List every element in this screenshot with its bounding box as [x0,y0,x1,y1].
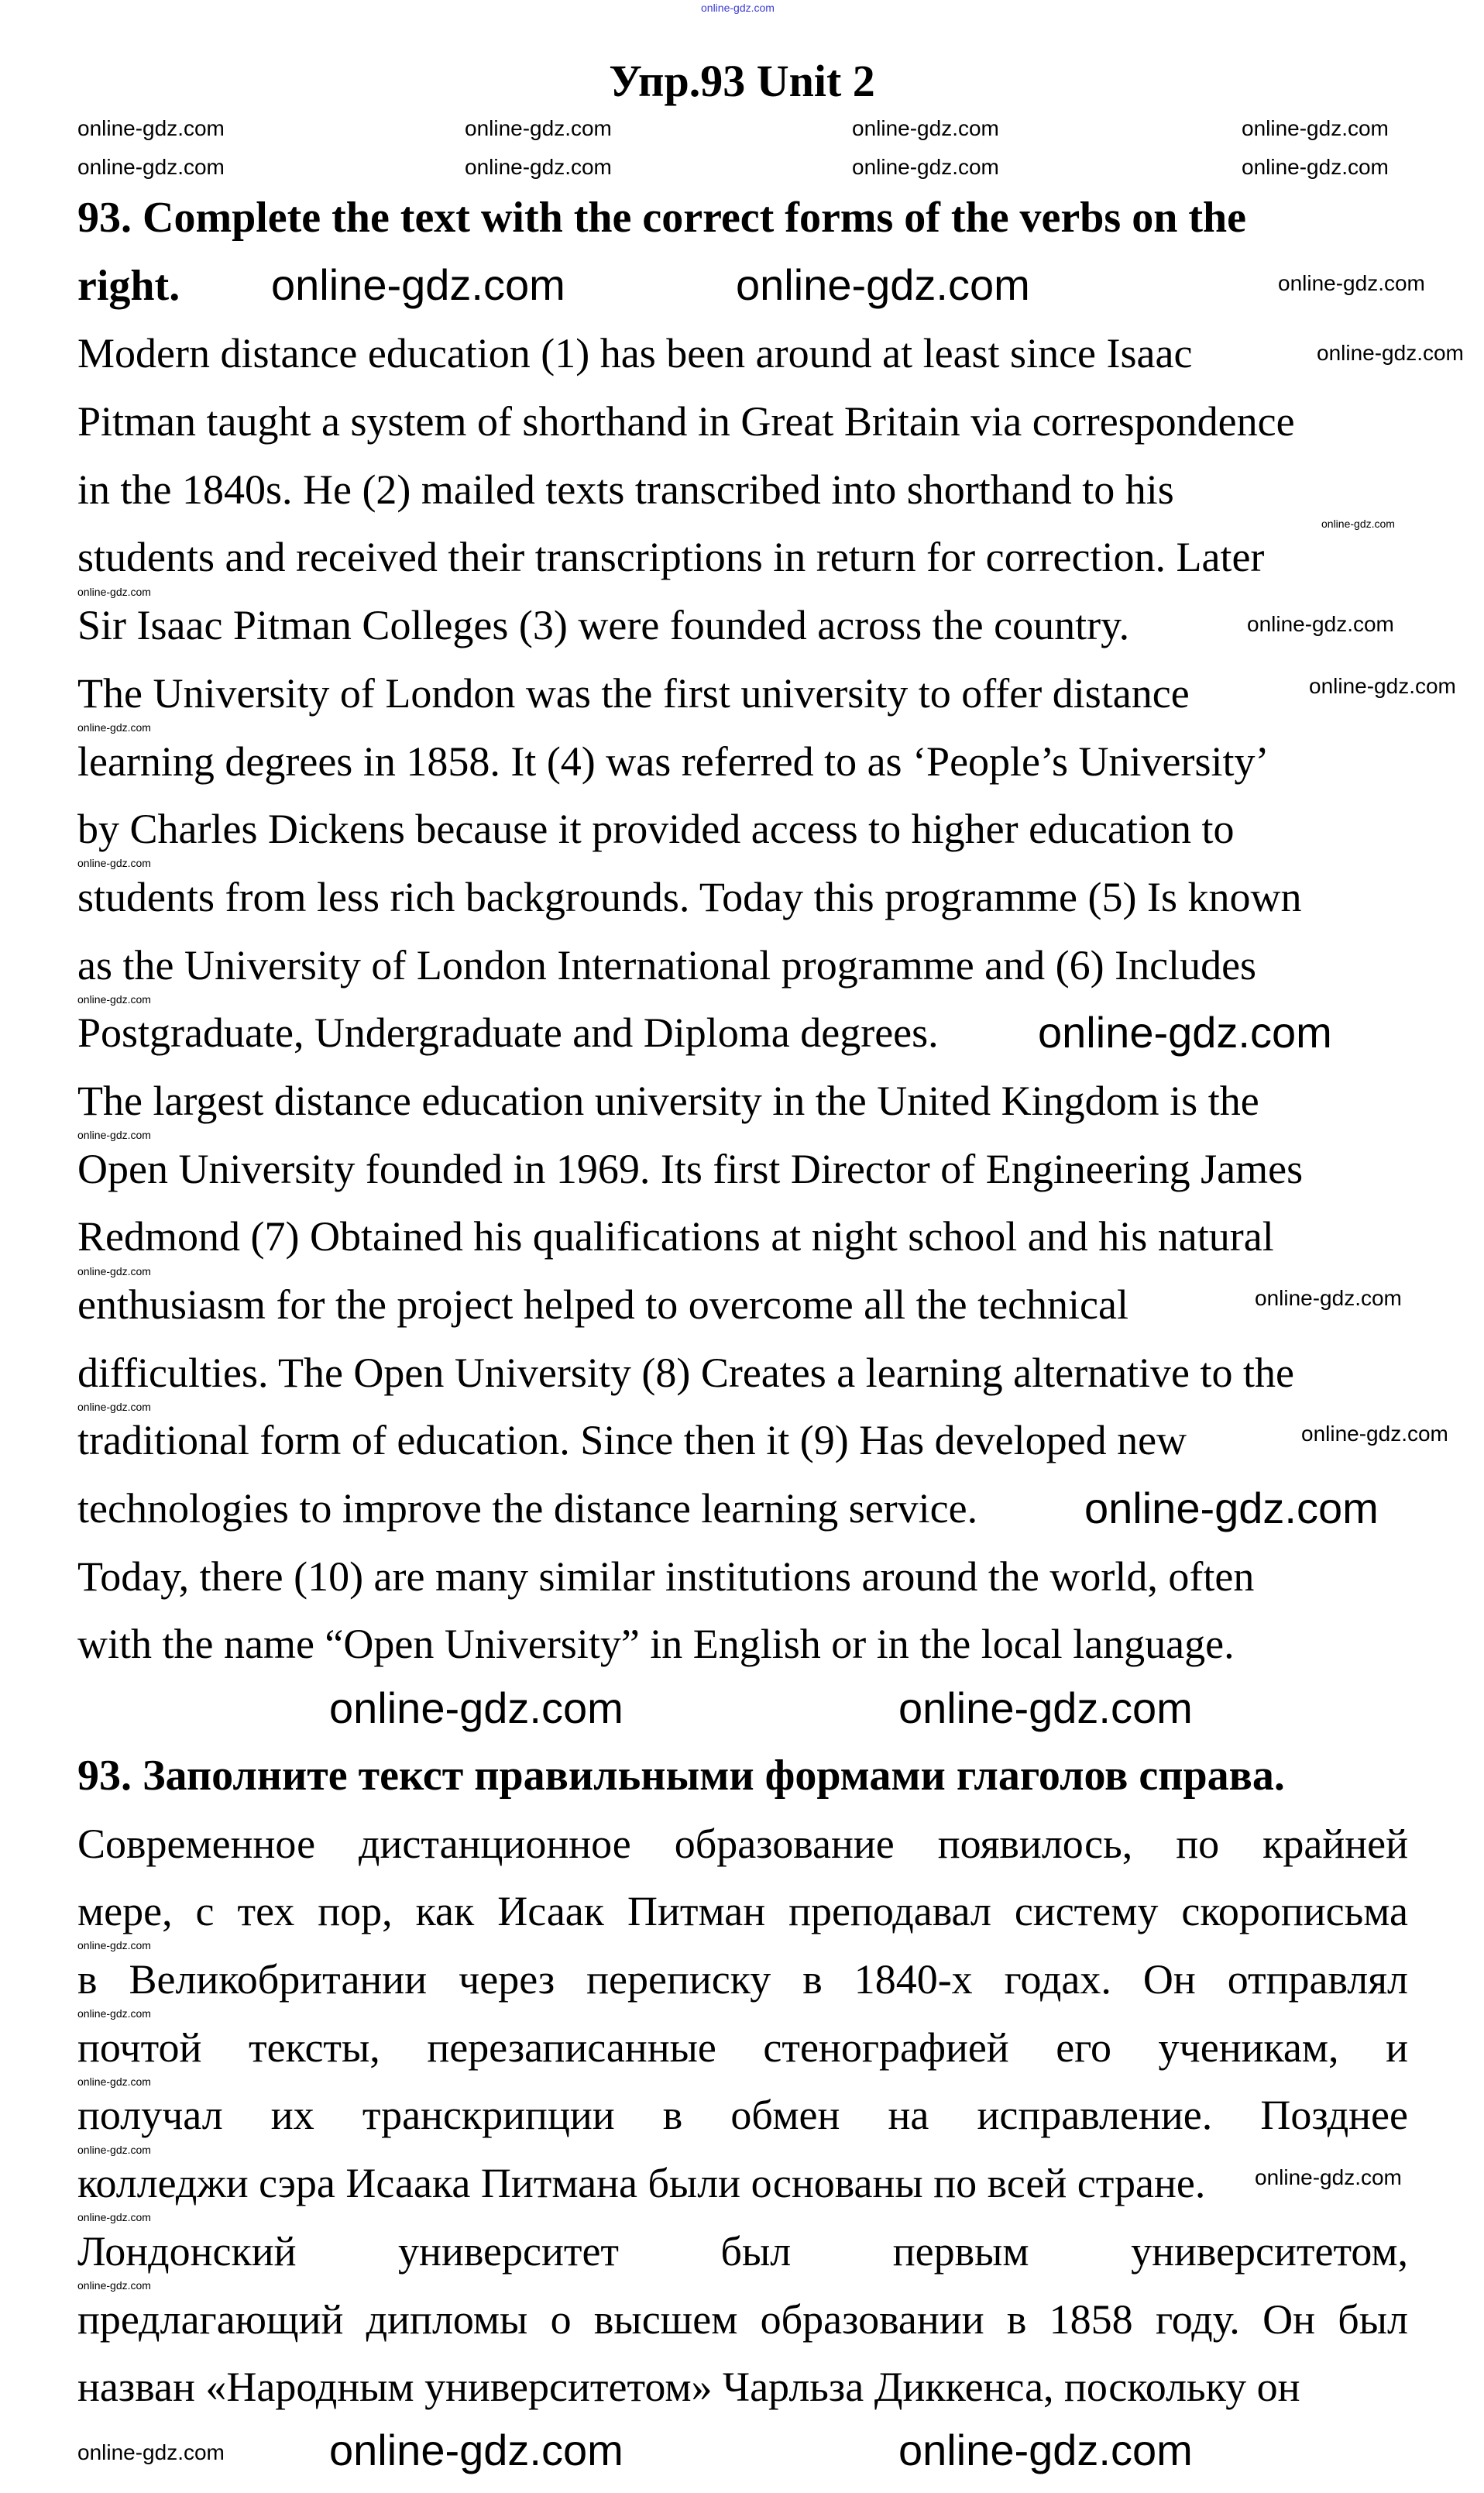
text-line: with the name “Open University” in English or in the local language. [77,1621,1235,1668]
watermark: online-gdz.com [77,2075,151,2088]
english-section [77,184,1408,1679]
watermark: online-gdz.com [77,857,151,869]
text-line: students from less rich backgrounds. Today this programme (5) Is known [77,873,1302,920]
watermark: online-gdz.com [77,2440,225,2464]
watermark: online-gdz.com [1242,155,1389,179]
watermark: online-gdz.com [329,1683,623,1732]
text-line: students and received their transcriptions in return for correction. Later [77,534,1265,581]
text-line: в Великобритании через переписку в 1840-х годах. Он отправлял [77,1956,1408,2003]
text-line: Лондонский университет был первым университетом, [77,2227,1408,2275]
watermark: online-gdz.com [1247,612,1394,636]
watermark: online-gdz.com [77,721,151,734]
text-line: The University of London was the first university to offer distance [77,669,1190,717]
text-line: The largest distance education university in the United Kingdom is the [77,1077,1259,1124]
text-line: почтой тексты, перезаписанные стенографией его ученикам, и [77,2024,1408,2071]
page-title: Упр.93 Unit 2 [609,56,875,106]
text-line: предлагающий дипломы о высшем образовании в 1858 году. Он был [77,2295,1408,2343]
watermark: online-gdz.com [852,116,999,140]
watermark: online-gdz.com [1309,674,1456,698]
watermark: online-gdz.com [329,2426,623,2474]
watermark: online-gdz.com [1317,341,1464,365]
watermark: online-gdz.com [77,2211,151,2223]
text-line: мере, с тех пор, как Исаак Питман преподавал систему скорописьма [77,1888,1408,1935]
russian-body [77,1810,1408,2422]
text-line: traditional form of education. Since then it (9) Has developed new [77,1417,1187,1464]
text-line: in the 1840s. He (2) mailed texts transcribed into shorthand to his [77,466,1174,513]
watermark: online-gdz.com [1255,2165,1402,2189]
watermark: online-gdz.com [77,155,225,179]
text-line: Pitman taught a system of shorthand in Great Britain via correspondence [77,398,1295,445]
text-line: назван «Народным университетом» Чарльза Диккенса, поскольку он [77,2364,1300,2411]
watermark: online-gdz.com [77,1129,151,1141]
russian-section [77,1742,1408,2422]
text-line: by Charles Dickens because it provided access to higher education to [77,806,1235,853]
exercise-heading: right. [77,261,180,310]
watermark: online-gdz.com [852,155,999,179]
watermark: online-gdz.com [1301,1422,1448,1446]
text-line: Today, there (10) are many similar institutions around the world, often [77,1553,1255,1600]
watermark: online-gdz.com [736,260,1030,309]
watermark: online-gdz.com [1255,1286,1402,1310]
watermark: online-gdz.com [1038,1008,1332,1057]
english-body [77,320,1408,1679]
watermark: online-gdz.com [77,993,151,1006]
watermark: online-gdz.com [271,260,565,309]
text-line: колледжи сэра Исаака Питмана были основаны по всей стране. [77,2160,1206,2207]
watermark: online-gdz.com [77,1939,151,1951]
exercise-heading: 93. Complete the text with the correct forms of the verbs on the [77,194,1246,242]
watermark: online-gdz.com [77,586,151,598]
text-line: as the University of London International programme and (6) Includes [77,941,1257,989]
watermark: online-gdz.com [465,116,612,140]
text-line: Sir Isaac Pitman Colleges (3) were founded across the country. [77,602,1130,649]
watermark: online-gdz.com [1242,116,1389,140]
text-line: получал их транскрипции в обмен на исправление. Позднее [77,2092,1408,2139]
text-line: enthusiasm for the project helped to overcome all the technical [77,1281,1128,1328]
watermark: online-gdz.com [77,2279,151,2292]
text-line: Open University founded in 1969. Its first Director of Engineering James [77,1145,1304,1192]
text-line: Modern distance education (1) has been around at least since Isaac [77,330,1193,377]
text-line: Redmond (7) Obtained his qualifications at night school and his natural [77,1213,1274,1260]
text-line: Современное дистанционное образование появилось, по крайней [77,1820,1408,1867]
watermark: online-gdz.com [701,2,775,14]
watermark: online-gdz.com [77,116,225,140]
exercise-heading-ru: 93. Заполните текст правильными формами глаголов справа. [77,1752,1285,1800]
watermark: online-gdz.com [77,2007,151,2020]
text-line: learning degrees in 1858. It (4) was referred to as ‘People’s University’ [77,738,1269,785]
watermark: online-gdz.com [1321,518,1395,530]
watermark: online-gdz.com [898,1683,1193,1732]
watermark: online-gdz.com [77,1401,151,1413]
watermark: online-gdz.com [77,2144,151,2156]
watermark: online-gdz.com [465,155,612,179]
text-line: difficulties. The Open University (8) Creates a learning alternative to the [77,1349,1294,1396]
text-line: technologies to improve the distance learning service. [77,1485,978,1532]
text-line: Postgraduate, Undergraduate and Diploma degrees. [77,1009,939,1057]
watermark: online-gdz.com [1278,271,1425,295]
watermark: online-gdz.com [1084,1484,1379,1532]
watermark: online-gdz.com [898,2426,1193,2474]
watermark: online-gdz.com [77,1265,151,1277]
